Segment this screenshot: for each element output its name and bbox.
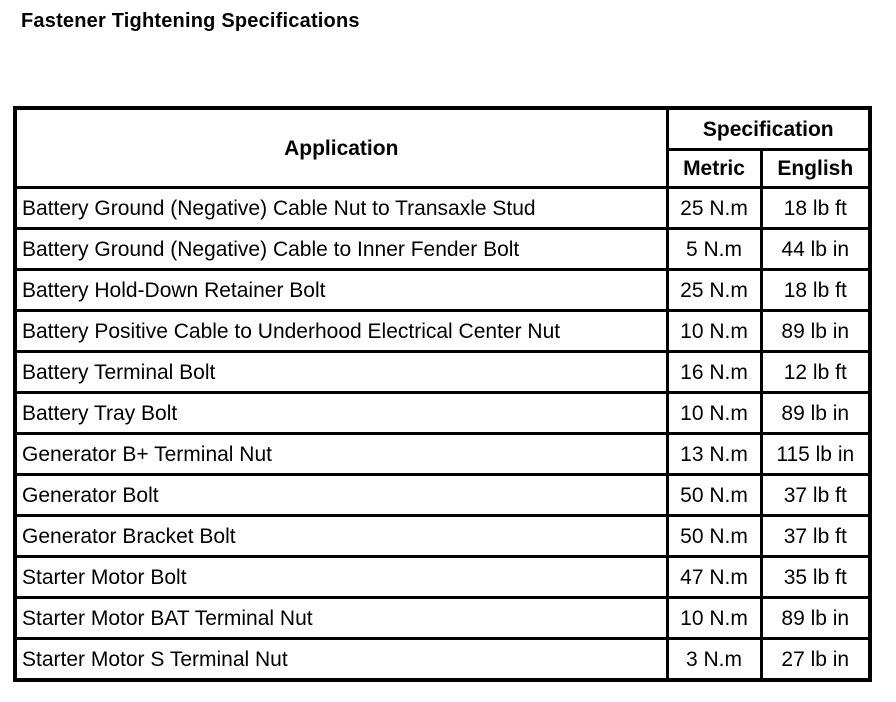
metric-cell: 50 N.m bbox=[667, 475, 761, 516]
english-cell: 115 lb in bbox=[761, 434, 870, 475]
table-row bbox=[15, 270, 870, 311]
metric-cell: 13 N.m bbox=[667, 434, 761, 475]
table-row bbox=[15, 516, 870, 557]
english-cell: 35 lb ft bbox=[761, 557, 870, 598]
application-cell: Generator Bracket Bolt bbox=[15, 516, 667, 557]
metric-cell: 5 N.m bbox=[667, 229, 761, 270]
metric-cell: 47 N.m bbox=[667, 557, 761, 598]
english-column-header: English bbox=[761, 150, 870, 188]
metric-cell: 16 N.m bbox=[667, 352, 761, 393]
metric-cell: 3 N.m bbox=[667, 639, 761, 681]
english-cell: 18 lb ft bbox=[761, 188, 870, 229]
english-cell: 44 lb in bbox=[761, 229, 870, 270]
table-row bbox=[15, 229, 870, 270]
application-cell: Generator B+ Terminal Nut bbox=[15, 434, 667, 475]
table-header bbox=[15, 108, 870, 188]
application-cell: Starter Motor BAT Terminal Nut bbox=[15, 598, 667, 639]
application-cell: Battery Tray Bolt bbox=[15, 393, 667, 434]
metric-column-header: Metric bbox=[667, 150, 761, 188]
table-row bbox=[15, 311, 870, 352]
english-cell: 89 lb in bbox=[761, 393, 870, 434]
english-cell: 89 lb in bbox=[761, 311, 870, 352]
specification-column-header: Specification bbox=[667, 108, 870, 150]
table-body bbox=[15, 188, 870, 681]
application-cell: Generator Bolt bbox=[15, 475, 667, 516]
table-row bbox=[15, 598, 870, 639]
table-row bbox=[15, 434, 870, 475]
table-row bbox=[15, 188, 870, 229]
english-cell: 12 lb ft bbox=[761, 352, 870, 393]
application-cell: Starter Motor S Terminal Nut bbox=[15, 639, 667, 681]
english-cell: 37 lb ft bbox=[761, 516, 870, 557]
table-row bbox=[15, 639, 870, 681]
english-cell: 89 lb in bbox=[761, 598, 870, 639]
application-cell: Battery Ground (Negative) Cable to Inner Fender Bolt bbox=[15, 229, 667, 270]
table-row bbox=[15, 557, 870, 598]
english-cell: 37 lb ft bbox=[761, 475, 870, 516]
english-cell: 27 lb in bbox=[761, 639, 870, 681]
metric-cell: 25 N.m bbox=[667, 188, 761, 229]
application-cell: Battery Positive Cable to Underhood Electrical Center Nut bbox=[15, 311, 667, 352]
fastener-spec-table bbox=[13, 106, 872, 682]
table-row bbox=[15, 393, 870, 434]
metric-cell: 50 N.m bbox=[667, 516, 761, 557]
application-cell: Battery Terminal Bolt bbox=[15, 352, 667, 393]
metric-cell: 10 N.m bbox=[667, 393, 761, 434]
application-cell: Starter Motor Bolt bbox=[15, 557, 667, 598]
metric-cell: 10 N.m bbox=[667, 311, 761, 352]
english-cell: 18 lb ft bbox=[761, 270, 870, 311]
application-column-header: Application bbox=[15, 108, 667, 188]
application-cell: Battery Ground (Negative) Cable Nut to Transaxle Stud bbox=[15, 188, 667, 229]
metric-cell: 10 N.m bbox=[667, 598, 761, 639]
table-row bbox=[15, 352, 870, 393]
page-title: Fastener Tightening Specifications bbox=[21, 10, 360, 32]
metric-cell: 25 N.m bbox=[667, 270, 761, 311]
application-cell: Battery Hold-Down Retainer Bolt bbox=[15, 270, 667, 311]
table-row bbox=[15, 475, 870, 516]
